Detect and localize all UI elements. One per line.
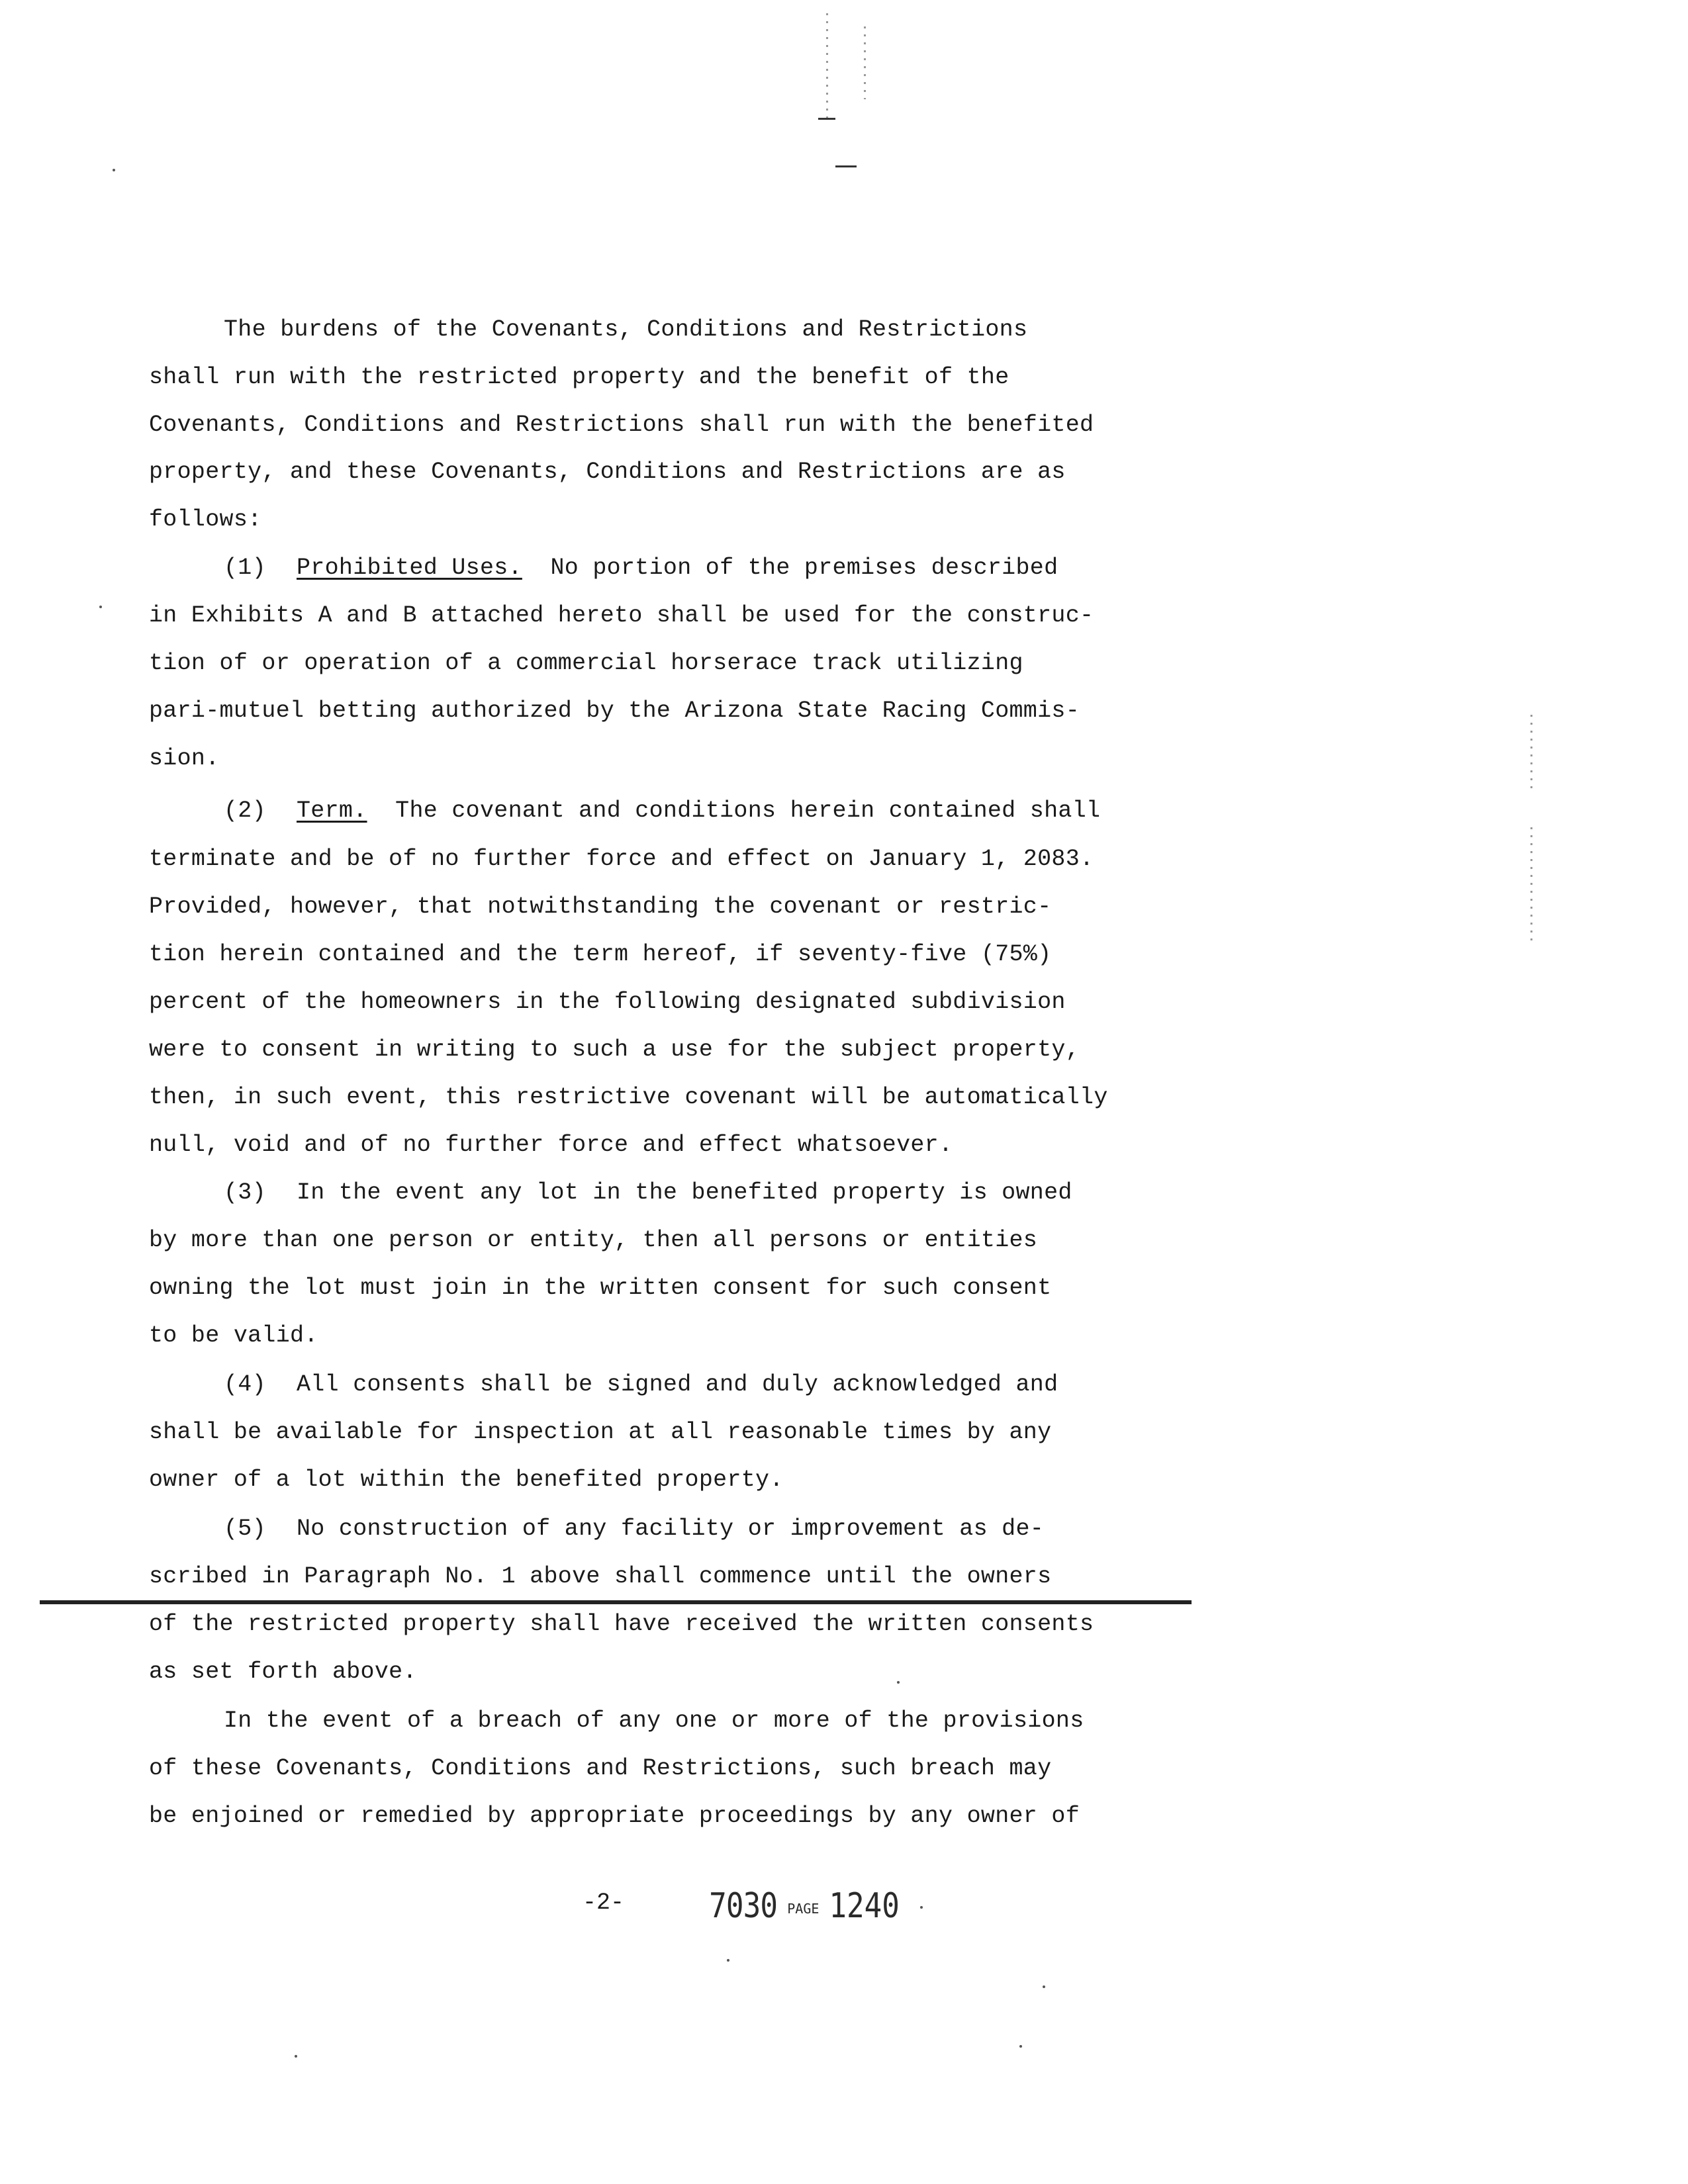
section-heading: Term. [297,797,367,824]
scan-speck [295,2055,297,2058]
section-text: In the event any lot in the benefited property is owned [297,1179,1072,1206]
section-3-line: owning the lot must join in the written consent for such consent [149,1275,1052,1301]
section-heading: Prohibited Uses. [297,555,522,581]
scan-speck [99,606,102,608]
section-5-line: as set forth above. [149,1659,417,1685]
section-1-line: tion of or operation of a commercial horserace track utilizing [149,650,1023,676]
section-3-line: to be valid. [149,1322,318,1349]
section-number: (1) [224,555,266,581]
section-text: No portion of the premises described [550,555,1058,581]
section-number: (2) [224,797,266,824]
scan-noise [864,26,866,99]
section-1-line: pari-mutuel betting authorized by the Arizona State Racing Commis- [149,698,1080,724]
section-1-first-line [224,555,1058,581]
scan-speck [727,1959,729,1962]
section-5-line: scribed in Paragraph No. 1 above shall commence until the owners [149,1563,1052,1590]
section-2-line: terminate and be of no further force and effect on January 1, 2083. [149,846,1094,872]
scan-mark [818,118,835,120]
section-text: All consents shall be signed and duly acknowledged and [297,1371,1058,1398]
scan-noise [1530,827,1532,946]
section-2-line: were to consent in writing to such a use for the subject property, [149,1036,1080,1063]
section-text: No construction of any facility or improvement as de- [297,1516,1045,1542]
recording-stamp [703,1886,906,1926]
section-number: (5) [224,1516,266,1542]
stamp-page-number: 1240 [829,1886,900,1926]
horizontal-rule [40,1600,1192,1604]
scan-speck [113,169,115,171]
section-number: (4) [224,1371,266,1398]
section-5-line: of the restricted property shall have received the written consents [149,1611,1094,1637]
paragraph-intro-line: shall run with the restricted property and the benefit of the [149,364,1009,390]
page-number: -2- [583,1889,625,1916]
section-4-line: shall be available for inspection at all reasonable times by any [149,1419,1052,1445]
stamp-page-label: PAGE [787,1901,820,1917]
scan-noise [826,13,828,119]
section-2-line: tion herein contained and the term hereof, if seventy-five (75%) [149,941,1052,968]
paragraph-breach-line: In the event of a breach of any one or more of the provisions [224,1707,1084,1734]
section-text: The covenant and conditions herein contained shall [395,797,1101,824]
section-2-line: null, void and of no further force and effect whatsoever. [149,1132,953,1158]
section-3-line: by more than one person or entity, then all persons or entities [149,1227,1038,1253]
scan-speck [1043,1985,1045,1988]
section-number: (3) [224,1179,266,1206]
scan-speck [920,1906,923,1909]
section-2-line: Provided, however, that notwithstanding the covenant or restric- [149,893,1052,920]
section-3-first-line [224,1179,1072,1206]
section-2-line: percent of the homeowners in the following designated subdivision [149,989,1066,1015]
scan-speck [897,1681,900,1684]
paragraph-breach-line: of these Covenants, Conditions and Restrictions, such breach may [149,1755,1052,1782]
section-4-line: owner of a lot within the benefited property. [149,1467,784,1493]
section-1-line: in Exhibits A and B attached hereto shall be used for the construc- [149,602,1094,629]
section-1-line: sion. [149,745,220,772]
scan-speck [1019,2045,1022,2048]
scan-noise [1530,715,1532,794]
paragraph-breach-line: be enjoined or remedied by appropriate proceedings by any owner of [149,1803,1080,1829]
section-2-first-line [224,797,1100,824]
paragraph-intro-line: The burdens of the Covenants, Conditions and Restrictions [224,316,1028,343]
stamp-book-number: 7030 [709,1886,778,1926]
scan-mark [835,165,857,167]
section-4-first-line [224,1371,1058,1398]
paragraph-intro-line: follows: [149,506,262,533]
paragraph-intro-line: Covenants, Conditions and Restrictions shall run with the benefited [149,412,1094,438]
section-5-first-line [224,1516,1044,1542]
paragraph-intro-line: property, and these Covenants, Conditions and Restrictions are as [149,459,1066,485]
section-2-line: then, in such event, this restrictive covenant will be automatically [149,1084,1108,1111]
